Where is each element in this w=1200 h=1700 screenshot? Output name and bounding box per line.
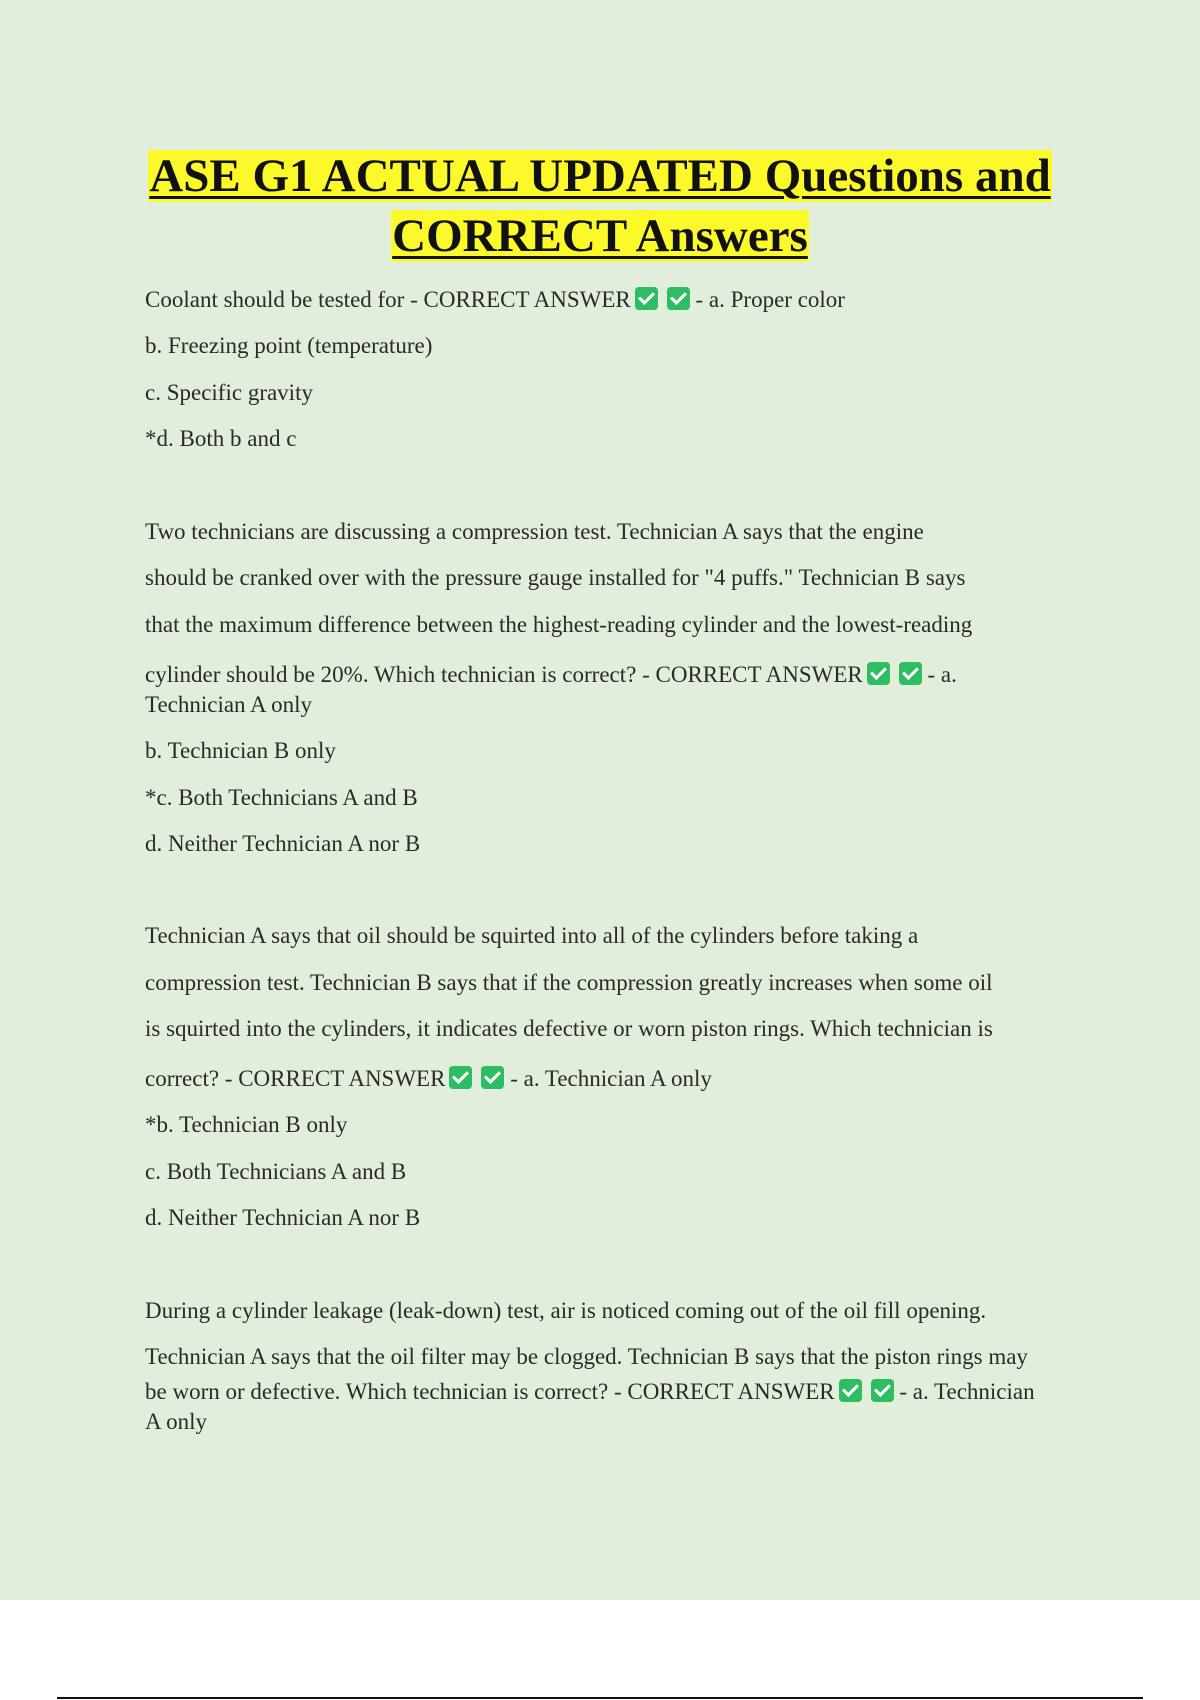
question-2-option-b: b. Technician B only [145, 738, 336, 763]
question-3-stem-line: is squirted into the cylinders, it indicates defective or worn piston rings. Which technician is [145, 1016, 993, 1041]
check-mark-icon [867, 662, 890, 685]
title-line-2: CORRECT Answers [392, 210, 808, 262]
document-title [0, 146, 1200, 266]
question-2-option-d: d. Neither Technician A nor B [145, 831, 421, 856]
question-4-answer: - a. Technician [899, 1379, 1035, 1404]
question-1-answer: - a. Proper color [695, 287, 845, 312]
question-1-option-c: c. Specific gravity [145, 380, 313, 405]
check-mark-icon [481, 1066, 504, 1089]
question-1-option-b: b. Freezing point (temperature) [145, 333, 433, 358]
check-mark-icon [899, 662, 922, 685]
question-3-option-c: c. Both Technicians A and B [145, 1159, 407, 1184]
question-4-stem-last: be worn or defective. Which technician is correct? - CORRECT ANSWER - a. Technician [145, 1379, 1035, 1404]
question-1-stem: Coolant should be tested for - CORRECT ANSWER - a. Proper color [145, 287, 845, 312]
check-mark-icon [667, 287, 690, 310]
question-2-option-c: *c. Both Technicians A and B [145, 785, 418, 810]
question-3-stem-line: compression test. Technician B says that if the compression greatly increases when some oil [145, 970, 993, 995]
check-mark-icon [449, 1066, 472, 1089]
question-4-answer-continued: A only [145, 1409, 207, 1434]
question-2-answer-continued: Technician A only [145, 692, 313, 717]
question-3-stem-line: Technician A says that oil should be squirted into all of the cylinders before taking a [145, 923, 919, 948]
question-4-stem-line: Technician A says that the oil filter may be clogged. Technician B says that the piston rings may [145, 1344, 1028, 1369]
question-2-answer: - a. [927, 662, 957, 687]
question-2-stem-line: that the maximum difference between the highest-reading cylinder and the lowest-reading [145, 612, 973, 637]
question-3-answer: - a. Technician A only [510, 1066, 712, 1091]
question-1-option-d: *d. Both b and c [145, 426, 297, 451]
question-3-stem-last: correct? - CORRECT ANSWER - a. Technician A only [145, 1066, 712, 1091]
question-3-option-b: *b. Technician B only [145, 1112, 348, 1137]
title-line-1: ASE G1 ACTUAL UPDATED Questions and [149, 150, 1051, 202]
footer-divider [57, 1697, 1143, 1699]
check-mark-icon [839, 1379, 862, 1402]
question-2-stem-line: Two technicians are discussing a compression test. Technician A says that the engine [145, 519, 924, 544]
check-mark-icon [635, 287, 658, 310]
check-mark-icon [871, 1379, 894, 1402]
question-2-stem-last: cylinder should be 20%. Which technician is correct? - CORRECT ANSWER - a. [145, 662, 957, 687]
question-3-option-d: d. Neither Technician A nor B [145, 1205, 421, 1230]
question-4-stem-line: During a cylinder leakage (leak-down) test, air is noticed coming out of the oil fill opening. [145, 1298, 987, 1323]
question-2-stem-line: should be cranked over with the pressure gauge installed for "4 puffs." Technician B says [145, 565, 966, 590]
